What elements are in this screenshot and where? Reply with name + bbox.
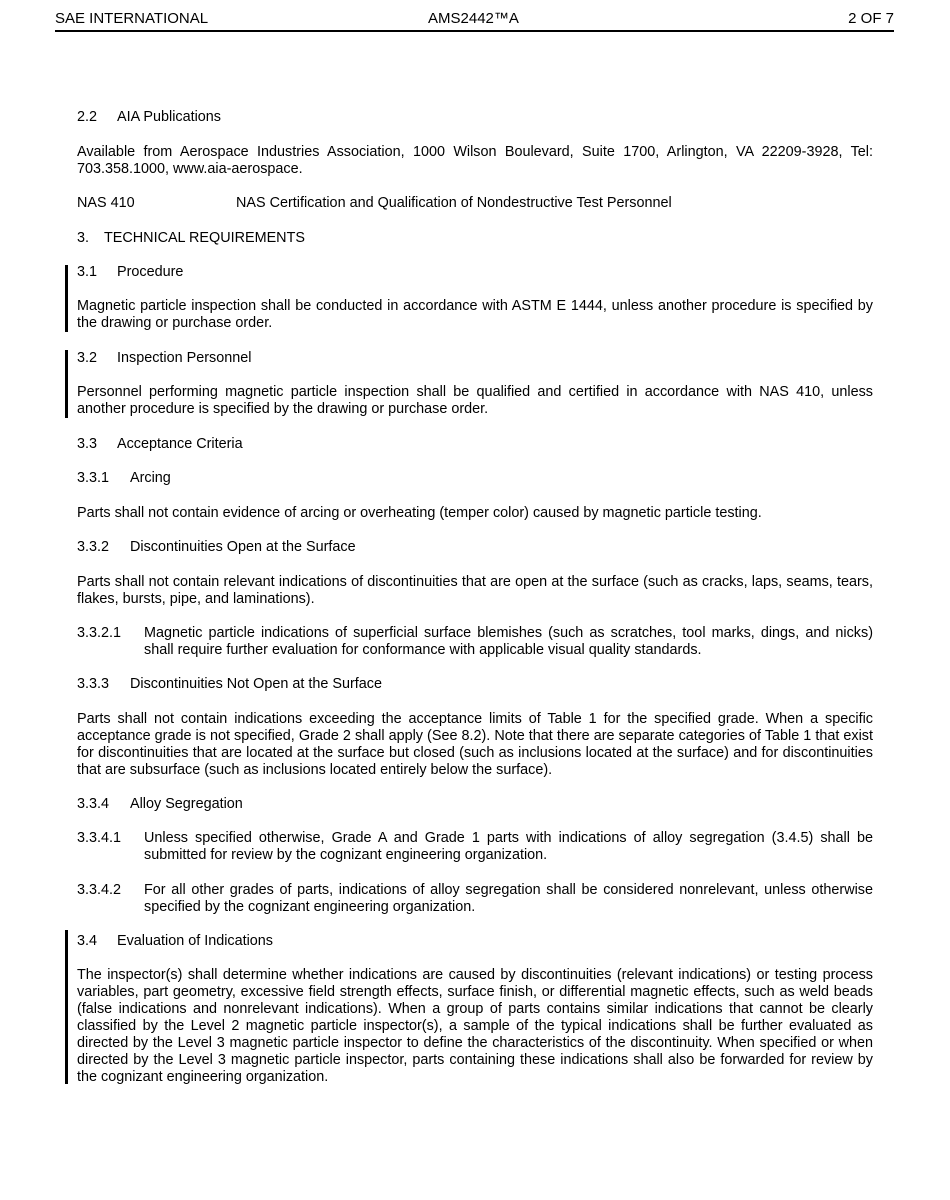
change-bar bbox=[65, 350, 68, 418]
section-title: TECHNICAL REQUIREMENTS bbox=[104, 230, 305, 246]
section-heading bbox=[77, 796, 873, 813]
change-bar bbox=[65, 265, 68, 332]
section-heading bbox=[77, 230, 873, 247]
paragraph: Parts shall not contain relevant indications of discontinuities that are open at the surface (such as cracks, laps, seams, tears, flakes, bursts, pipe, and laminations). bbox=[77, 574, 873, 607]
section-title: Acceptance Criteria bbox=[117, 436, 243, 452]
section-title: AIA Publications bbox=[117, 109, 221, 125]
section-heading bbox=[77, 109, 873, 126]
section-title: Arcing bbox=[130, 470, 171, 486]
section-title: Evaluation of Indications bbox=[117, 933, 273, 949]
section-heading bbox=[77, 676, 873, 693]
paragraph: Magnetic particle indications of superficial surface blemishes (such as scratches, tool marks, dings, and nicks) shall require further evaluation for conformance with applicable visual quality standards. bbox=[144, 625, 873, 658]
section-title: Discontinuities Open at the Surface bbox=[130, 539, 356, 555]
paragraph: Available from Aerospace Industries Association, 1000 Wilson Boulevard, Suite 1700, Arlington, VA 22209-3928, Tel: 703.358.1000, www.aia-aerospace. bbox=[77, 144, 873, 177]
section-heading bbox=[77, 470, 873, 487]
header-document-number: AMS2442™A bbox=[428, 10, 519, 27]
section-heading bbox=[77, 436, 873, 453]
reference-title: NAS Certification and Qualification of Nondestructive Test Personnel bbox=[236, 195, 672, 211]
section-heading bbox=[77, 264, 873, 281]
section-number: 3.2 bbox=[77, 350, 98, 366]
section-number: 3.3 bbox=[77, 436, 98, 452]
paragraph: Parts shall not contain indications exceeding the acceptance limits of Table 1 for the specified grade. When a specific acceptance grade is not specified, Grade 2 shall apply (See 8.2). Note that there are separate categories of Table 1 that exist for discontinuities that are located at the surface but closed (such as inclusions located at the surface) and for discontinuities that are subsurface (such as inclusions located entirely below the surface). bbox=[77, 711, 873, 778]
section-number: 3.3.3 bbox=[77, 676, 110, 692]
section-number: 3.3.4 bbox=[77, 796, 110, 812]
section-heading bbox=[77, 350, 873, 367]
section-heading bbox=[77, 539, 873, 556]
section-number: 2.2 bbox=[77, 109, 98, 125]
header-organization: SAE INTERNATIONAL bbox=[55, 10, 209, 27]
header-page-number: 2 OF 7 bbox=[848, 10, 894, 27]
paragraph: Unless specified otherwise, Grade A and Grade 1 parts with indications of alloy segregation (3.4.5) shall be submitted for review by the cognizant engineering organization. bbox=[144, 830, 873, 863]
section-number: 3.4 bbox=[77, 933, 98, 949]
section-number: 3.3.2 bbox=[77, 539, 110, 555]
section-title: Alloy Segregation bbox=[130, 796, 243, 812]
change-bar bbox=[65, 930, 68, 1084]
paragraph: Parts shall not contain evidence of arcing or overheating (temper color) caused by magnetic particle testing. bbox=[77, 505, 762, 521]
paragraph: For all other grades of parts, indications of alloy segregation shall be considered nonrelevant, unless otherwise specified by the cognizant engineering organization. bbox=[144, 882, 873, 915]
page-header bbox=[55, 8, 894, 32]
section-heading bbox=[77, 933, 873, 950]
section-title: Discontinuities Not Open at the Surface bbox=[130, 676, 382, 692]
subsection-paragraph bbox=[77, 625, 873, 659]
section-number: 3.3.4.2 bbox=[77, 882, 122, 898]
section-number: 3. bbox=[77, 230, 90, 246]
paragraph: Personnel performing magnetic particle inspection shall be qualified and certified in accordance with NAS 410, unless another procedure is specified by the drawing or purchase order. bbox=[77, 384, 873, 417]
subsection-paragraph bbox=[77, 882, 873, 916]
section-number: 3.3.2.1 bbox=[77, 625, 122, 641]
paragraph: Magnetic particle inspection shall be conducted in accordance with ASTM E 1444, unless another procedure is specified by the drawing or purchase order. bbox=[77, 298, 873, 331]
reference-code: NAS 410 bbox=[77, 195, 135, 211]
subsection-paragraph bbox=[77, 830, 873, 864]
section-title: Procedure bbox=[117, 264, 184, 280]
section-number: 3.3.4.1 bbox=[77, 830, 122, 846]
paragraph: The inspector(s) shall determine whether indications are caused by discontinuities (relevant indications) or testing process variables, part geometry, excessive field strength effects, surface finish, or differential magnetic effects, such as weld beads (false indications and nonrelevant indications). When a group of parts contains similar indications that cannot be clearly classified by the Level 2 magnetic particle inspector(s), a sample of the typical indications shall be further evaluated as directed by the Level 3 magnetic particle inspector to define the characteristics of the discontinuity. When specified or when directed by the Level 3 magnetic particle inspector, parts containing these indications shall also be forwarded for review by the cognizant engineering organization. bbox=[77, 967, 873, 1085]
section-title: Inspection Personnel bbox=[117, 350, 252, 366]
section-number: 3.1 bbox=[77, 264, 98, 280]
section-number: 3.3.1 bbox=[77, 470, 110, 486]
reference-entry bbox=[77, 195, 873, 212]
